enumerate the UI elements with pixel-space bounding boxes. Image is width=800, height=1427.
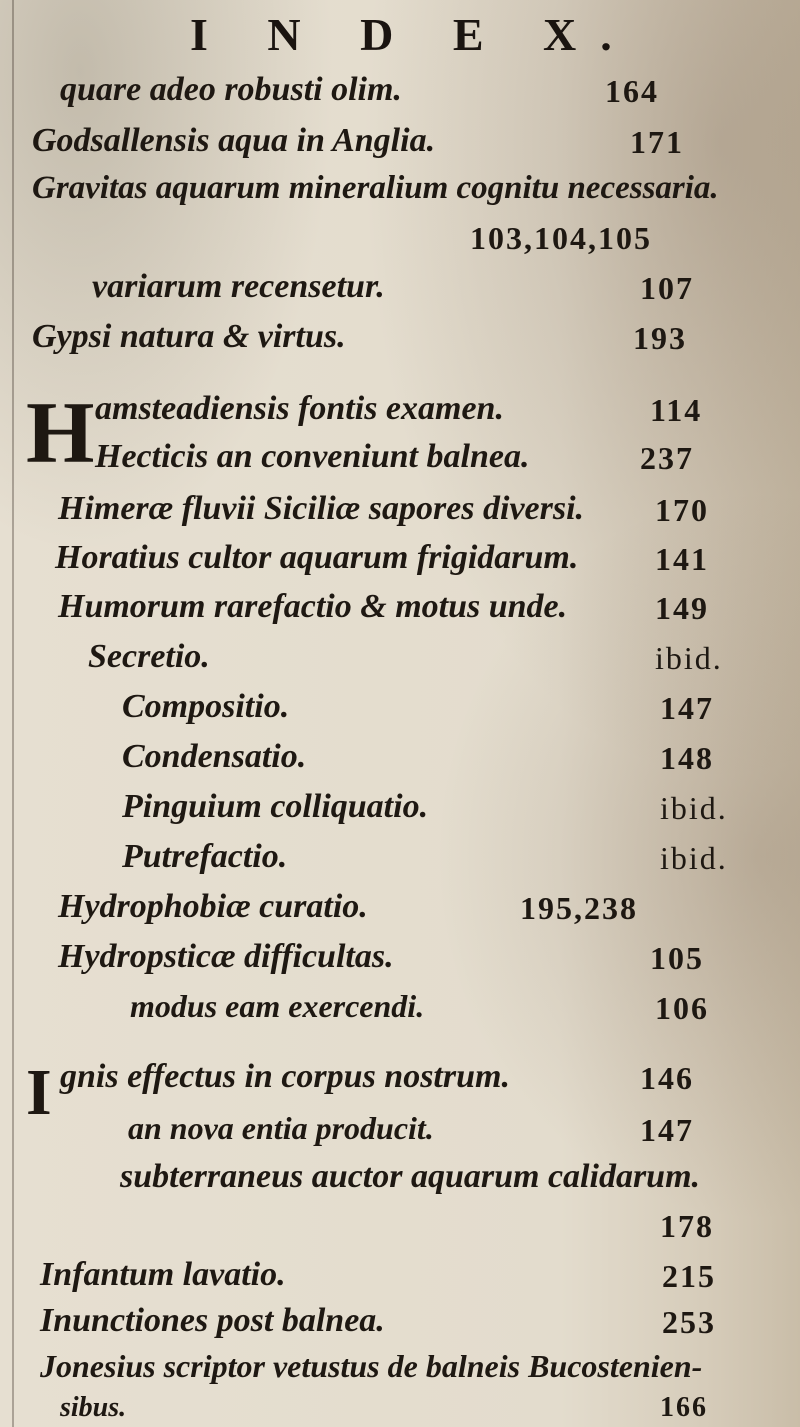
index-entry: sibus. — [60, 1392, 127, 1423]
page-ref: 215 — [662, 1258, 716, 1294]
page-ref: 149 — [655, 590, 709, 626]
index-entry: Hydropsticæ difficultas. — [58, 938, 394, 975]
signature-mark — [300, 1394, 325, 1395]
index-entry: Hecticis an conveniunt balnea. — [95, 438, 530, 475]
index-entry: Infantum lavatio. — [40, 1256, 286, 1293]
index-entry: Pinguium colliquatio. — [122, 788, 429, 825]
page-ref: 106 — [655, 990, 709, 1026]
page-ref: 148 — [660, 740, 714, 776]
drop-capital-h: H — [26, 385, 95, 482]
page-ref: 195,238 — [520, 890, 638, 926]
page-ref: 147 — [640, 1112, 694, 1148]
index-entry: Compositio. — [122, 688, 290, 725]
index-entry-overflow — [40, 1394, 50, 1395]
index-entry: gnis effectus in corpus nostrum. — [60, 1058, 510, 1095]
index-entry: amsteadiensis fontis examen. — [95, 390, 504, 427]
page-ref: 178 — [660, 1208, 714, 1244]
index-entry: Putrefactio. — [122, 838, 288, 875]
page-ref: 193 — [633, 320, 687, 356]
drop-capital-i: I — [26, 1056, 52, 1129]
page-ref: 171 — [630, 124, 684, 160]
index-entry: Humorum rarefactio & motus unde. — [58, 588, 568, 625]
page-ref: ibid. — [660, 840, 728, 876]
index-entry: Secretio. — [88, 638, 210, 675]
page-ref: 164 — [605, 73, 659, 109]
page-ref: 141 — [655, 541, 709, 577]
page-ref: 105 — [650, 940, 704, 976]
page-ref: 166 — [660, 1392, 708, 1423]
page-ref: 114 — [650, 392, 703, 428]
page-ref: 107 — [640, 270, 694, 306]
page-ref: 147 — [660, 690, 714, 726]
running-head: I N D E X. — [190, 9, 636, 60]
index-entry: modus eam exercendi. — [130, 988, 425, 1024]
page-edge-rule — [12, 0, 14, 1427]
page-ref: 170 — [655, 492, 709, 528]
page-ref-overflow — [480, 1394, 509, 1395]
catchword — [640, 1394, 641, 1395]
index-entry: quare adeo robusti olim. — [60, 71, 402, 108]
index-entry: Hydrophobiæ curatio. — [58, 888, 368, 925]
index-entry: Horatius cultor aquarum frigidarum. — [55, 539, 579, 576]
page-ref: 103,104,105 — [470, 220, 652, 256]
index-entry: Gypsi natura & virtus. — [32, 318, 346, 355]
index-entry: an nova entia producit. — [128, 1110, 434, 1146]
page-ref: 253 — [662, 1304, 716, 1340]
index-entry: Jonesius scriptor vetustus de balneis Bucostenien- — [40, 1348, 703, 1384]
page-ref: ibid. — [655, 640, 723, 676]
index-entry: Godsallensis aqua in Anglia. — [32, 122, 436, 159]
index-entry: Inunctiones post balnea. — [40, 1302, 385, 1339]
index-entry: Himeræ fluvii Siciliæ sapores diversi. — [58, 490, 585, 527]
index-entry: variarum recensetur. — [92, 268, 385, 305]
index-entry: subterraneus auctor aquarum calidarum. — [120, 1158, 701, 1195]
page-ref: 146 — [640, 1060, 694, 1096]
index-entry: Condensatio. — [122, 738, 307, 775]
page-ref: ibid. — [660, 790, 728, 826]
page-ref: 237 — [640, 440, 694, 476]
index-entry: Gravitas aquarum mineralium cognitu necessaria. — [32, 170, 719, 206]
